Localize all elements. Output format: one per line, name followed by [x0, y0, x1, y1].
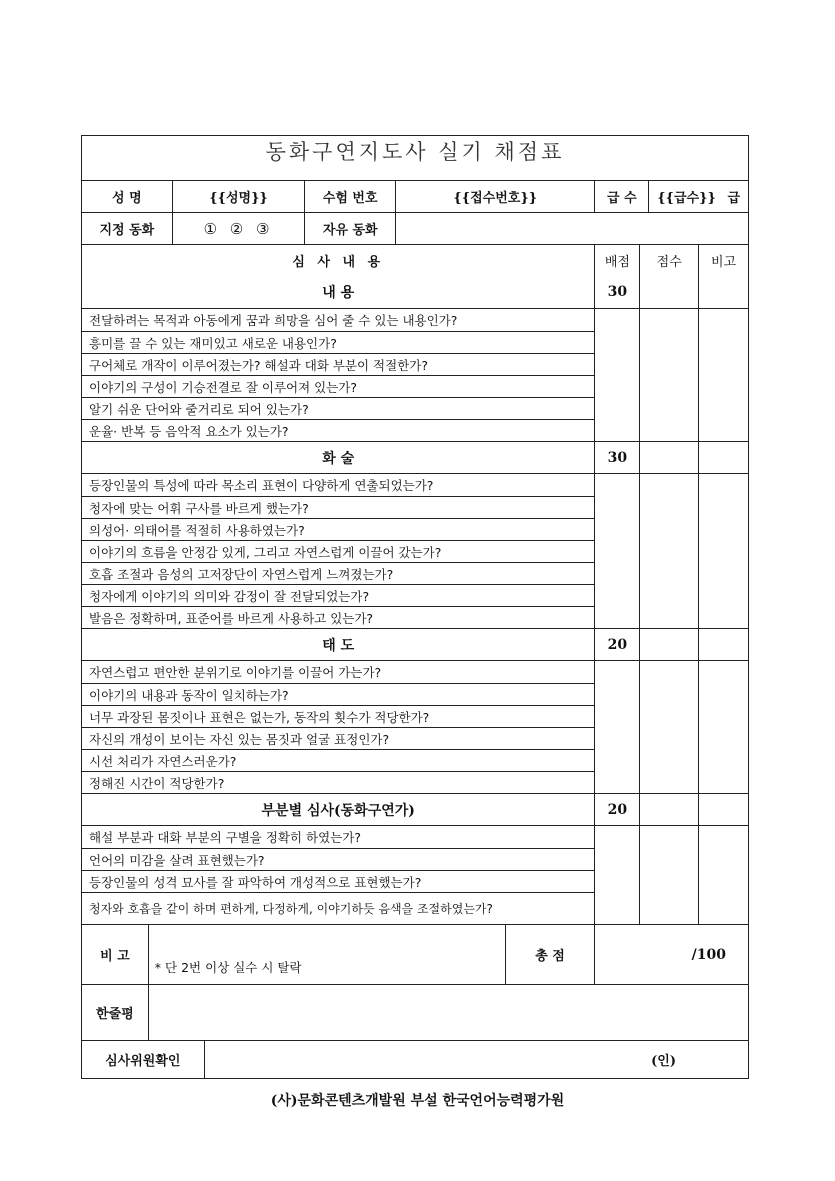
comment-field[interactable]	[148, 985, 748, 1040]
examiner-seal[interactable]: (인)	[204, 1041, 748, 1078]
remark-label: 비 고	[100, 949, 130, 964]
points-column	[594, 309, 639, 441]
section-title: 태 도	[322, 637, 355, 654]
criteria-item: 이야기의 구성이 기승전결로 잘 이루어져 있는가?	[82, 375, 594, 397]
criteria-item: 청자와 호흡을 같이 하며 편하게, 다정하게, 이야기하듯 음색을 조절하였는가?	[82, 892, 594, 924]
section-title: 화 술	[322, 450, 355, 467]
section-score[interactable]	[639, 794, 698, 825]
section-score-columns	[594, 474, 748, 628]
section-header	[82, 793, 748, 825]
criteria-item: 이야기의 내용과 동작이 일치하는가?	[82, 683, 594, 705]
assigned-story-options[interactable]: ① ② ③	[172, 213, 305, 244]
section-remark[interactable]	[698, 442, 748, 473]
section-title: 부분별 심사(동화구연가)	[261, 802, 415, 819]
section-title: 내 용	[322, 285, 355, 301]
score-header: 점수	[639, 245, 698, 276]
criteria-list	[82, 826, 594, 924]
section-body	[82, 308, 748, 441]
section-score-columns	[594, 309, 748, 441]
criteria-item: 시선 처리가 자연스러운가?	[82, 749, 594, 771]
section-header	[82, 441, 748, 473]
section-body	[82, 825, 748, 924]
criteria-list	[82, 661, 594, 793]
remark-column[interactable]	[698, 474, 748, 628]
remark-header: 비고	[698, 245, 748, 276]
section-score-columns	[594, 826, 748, 924]
comment-row	[82, 984, 748, 1040]
section-score[interactable]	[639, 629, 698, 660]
criteria-item: 해설 부분과 대화 부분의 구별을 정확히 하였는가?	[89, 830, 361, 845]
comment-label: 한줄평	[96, 1007, 134, 1022]
criteria-item: 의성어· 의태어를 적절히 사용하였는가?	[82, 518, 594, 540]
remark-note: * 단 2번 이상 실수 시 탈락	[148, 925, 505, 984]
grade-value: {{급수}}	[657, 191, 716, 206]
total-value[interactable]: /100	[594, 925, 748, 984]
section-remark[interactable]	[698, 794, 748, 825]
remark-column[interactable]	[698, 309, 748, 441]
section-remark[interactable]	[698, 629, 748, 660]
criteria-item: 등장인물의 성격 묘사를 잘 파악하여 개성적으로 표현했는가?	[82, 870, 594, 892]
grade-label: 급 수	[594, 181, 648, 212]
section-remark[interactable]	[698, 276, 748, 308]
score-column[interactable]	[639, 474, 698, 628]
grade-cell[interactable]	[648, 181, 748, 212]
section-body	[82, 660, 748, 793]
section-score-columns	[594, 661, 748, 793]
criteria-item: 정해진 시간이 적당한가?	[82, 771, 594, 793]
points-column	[594, 474, 639, 628]
criteria-list	[82, 309, 594, 441]
remark-column[interactable]	[698, 826, 748, 924]
score-column[interactable]	[639, 309, 698, 441]
scoring-sheet	[81, 135, 749, 1079]
confirm-row	[82, 1040, 748, 1078]
criteria-item: 등장인물의 특성에 따라 목소리 표현이 다양하게 연출되었는가?	[89, 478, 434, 493]
points-header: 배점	[594, 245, 639, 276]
name-label: 성 명	[112, 191, 142, 206]
info-row-2	[82, 212, 748, 244]
criteria-item: 청자에게 이야기의 의미와 감정이 잘 전달되었는가?	[82, 584, 594, 606]
criteria-item: 운율· 반복 등 음악적 요소가 있는가?	[82, 419, 594, 441]
grade-suffix: 급	[727, 191, 741, 206]
remark-column[interactable]	[698, 661, 748, 793]
free-story-value[interactable]	[395, 213, 748, 244]
criteria-item: 구어체로 개작이 이루어졌는가? 해설과 대화 부분이 적절한가?	[82, 353, 594, 375]
section-points: 20	[594, 794, 639, 825]
criteria-item: 자신의 개성이 보이는 자신 있는 몸짓과 얼굴 표정인가?	[82, 727, 594, 749]
content-header-row	[82, 244, 748, 276]
criteria-item: 자연스럽고 편안한 분위기로 이야기를 이끌어 가는가?	[89, 665, 382, 680]
section-points: 30	[594, 442, 639, 473]
section-body	[82, 473, 748, 628]
criteria-item: 전달하려는 목적과 아동에게 꿈과 희망을 심어 줄 수 있는 내용인가?	[89, 313, 458, 328]
points-column	[594, 661, 639, 793]
section-points: 30	[594, 276, 639, 308]
criteria-item: 언어의 미감을 살려 표현했는가?	[82, 848, 594, 870]
sheet-title: 동화구연지도사 실기 채점표	[265, 140, 565, 164]
section-header	[82, 628, 748, 660]
name-value[interactable]: {{성명}}	[172, 181, 305, 212]
criteria-item: 이야기의 흐름을 안정감 있게, 그리고 자연스럽게 이끌어 갔는가?	[82, 540, 594, 562]
section-header	[82, 276, 748, 308]
exam-number-value[interactable]: {{접수번호}}	[395, 181, 594, 212]
criteria-item: 호흡 조절과 음성의 고저장단이 자연스럽게 느껴졌는가?	[82, 562, 594, 584]
total-label: 총 점	[505, 925, 595, 984]
criteria-item: 흥미를 끌 수 있는 재미있고 새로운 내용인가?	[82, 331, 594, 353]
criteria-item: 알기 쉬운 단어와 줄거리로 되어 있는가?	[82, 397, 594, 419]
sections	[82, 276, 748, 924]
section-score[interactable]	[639, 276, 698, 308]
confirm-label: 심사위원확인	[105, 1054, 181, 1069]
exam-number-label: 수험 번호	[304, 181, 395, 212]
criteria-item: 발음은 정확하며, 표준어를 바르게 사용하고 있는가?	[82, 606, 594, 628]
section-score[interactable]	[639, 442, 698, 473]
points-column	[594, 826, 639, 924]
criteria-list	[82, 474, 594, 628]
score-column[interactable]	[639, 661, 698, 793]
info-row-1	[82, 180, 748, 212]
criteria-item: 청자에 맞는 어휘 구사를 바르게 했는가?	[82, 496, 594, 518]
section-points: 20	[594, 629, 639, 660]
free-story-label: 자유 동화	[304, 213, 395, 244]
content-header: 심 사 내 용	[292, 255, 385, 270]
remark-row	[82, 924, 748, 984]
organization-footer: (사)문화콘텐츠개발원 부설 한국언어능력평가원	[270, 1093, 565, 1109]
criteria-item: 너무 과장된 몸짓이나 표현은 없는가, 동작의 횟수가 적당한가?	[82, 705, 594, 727]
score-column[interactable]	[639, 826, 698, 924]
assigned-story-label: 지정 동화	[99, 223, 155, 238]
